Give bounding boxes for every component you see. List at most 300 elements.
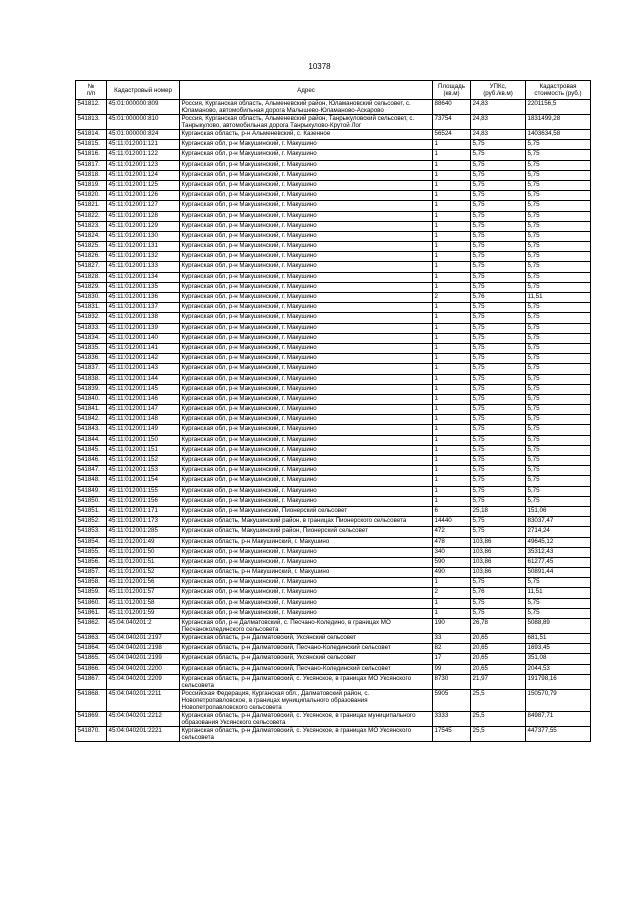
cell-area: 1 <box>433 303 471 313</box>
table-row <box>76 654 591 664</box>
cell-cost: 11,51 <box>526 588 591 598</box>
cell-cadastral-number: 45:11:012001:51 <box>107 557 180 567</box>
cell-area: 1 <box>433 405 471 415</box>
cell-cadastral-number: 45:04:040201:2212 <box>107 711 180 726</box>
cell-cadastral-number: 45:11:012001:155 <box>107 486 180 496</box>
table-row <box>76 405 591 415</box>
table-row <box>76 578 591 588</box>
cell-cadastral-number: 45:11:012001:143 <box>107 364 180 374</box>
cell-area: 1 <box>433 394 471 404</box>
cell-cadastral-number: 45:04:040201:2211 <box>107 689 180 711</box>
cell-cadastral-number: 45:04:040201:2221 <box>107 726 180 741</box>
cell-area: 1 <box>433 201 471 211</box>
table-header <box>76 81 591 100</box>
cell-num: 541855. <box>76 547 107 557</box>
cell-address: Курганская обл, р-н Макушинский, г. Макушино <box>180 547 433 557</box>
cell-area: 88640 <box>433 100 471 115</box>
cell-address: Курганская обл, р-н Макушинский, г. Макушино <box>180 608 433 618</box>
table-row <box>76 262 591 272</box>
cell-address: Курганская область, р-н Альменевский, с. Казенное <box>180 130 433 140</box>
cell-cost: 5,75 <box>526 445 591 455</box>
cell-upks: 5,75 <box>471 333 526 343</box>
cell-num: 541814. <box>76 130 107 140</box>
cell-area: 1 <box>433 343 471 353</box>
cell-upks: 5,75 <box>471 374 526 384</box>
cell-num: 541869. <box>76 711 107 726</box>
cell-upks: 5,75 <box>471 384 526 394</box>
cell-upks: 20,65 <box>471 664 526 674</box>
cell-upks: 5,75 <box>471 496 526 506</box>
cell-upks: 5,75 <box>471 282 526 292</box>
cell-num: 541843. <box>76 425 107 435</box>
cell-num: 541848. <box>76 476 107 486</box>
cell-cadastral-number: 45:11:012001:130 <box>107 231 180 241</box>
cell-upks: 5,75 <box>471 578 526 588</box>
cell-num: 541861. <box>76 608 107 618</box>
table-row <box>76 689 591 711</box>
cell-area: 1 <box>433 354 471 364</box>
cell-num: 541844. <box>76 435 107 445</box>
cell-num: 541841. <box>76 405 107 415</box>
cell-cadastral-number: 45:11:012001:142 <box>107 354 180 364</box>
cell-upks: 5,75 <box>471 262 526 272</box>
cell-cadastral-number: 45:11:012001:149 <box>107 425 180 435</box>
cell-cadastral-number: 45:11:012001:122 <box>107 150 180 160</box>
cell-num: 541825. <box>76 242 107 252</box>
cell-cost: 5,75 <box>526 456 591 466</box>
cell-address: Курганская обл, р-н Макушинский, г. Макушино <box>180 272 433 282</box>
cell-area: 590 <box>433 557 471 567</box>
table-row <box>76 726 591 741</box>
table-row <box>76 664 591 674</box>
cell-cost: 5,75 <box>526 313 591 323</box>
cell-upks: 5,76 <box>471 588 526 598</box>
cell-address: Курганская обл, р-н Макушинский, г. Макушино <box>180 588 433 598</box>
cell-num: 541864. <box>76 644 107 654</box>
cell-num: 541836. <box>76 354 107 364</box>
table-row <box>76 231 591 241</box>
cell-upks: 5,75 <box>471 405 526 415</box>
cell-cadastral-number: 45:11:012001:138 <box>107 313 180 323</box>
table-row <box>76 384 591 394</box>
table-row <box>76 313 591 323</box>
cell-num: 541845. <box>76 445 107 455</box>
cell-area: 3333 <box>433 711 471 726</box>
cell-num: 541828. <box>76 272 107 282</box>
cell-num: 541862. <box>76 619 107 634</box>
cell-num: 541854. <box>76 537 107 547</box>
cell-num: 541856. <box>76 557 107 567</box>
cell-num: 541835. <box>76 343 107 353</box>
table-row <box>76 374 591 384</box>
cell-num: 541840. <box>76 394 107 404</box>
cell-num: 541837. <box>76 364 107 374</box>
table-row <box>76 333 591 343</box>
cell-cadastral-number: 45:04:040201:2209 <box>107 674 180 689</box>
cell-num: 541817. <box>76 160 107 170</box>
cell-num: 541826. <box>76 252 107 262</box>
cell-cost: 5,75 <box>526 608 591 618</box>
cell-upks: 5,75 <box>471 486 526 496</box>
cell-address: Курганская обл, р-н Макушинский, г. Макушино <box>180 180 433 190</box>
cell-area: 1 <box>433 578 471 588</box>
cell-address: Курганская обл, р-н Макушинский, Пионерский сельсовет <box>180 506 433 516</box>
table-row <box>76 252 591 262</box>
cell-address: Курганская обл, р-н Макушинский, г. Макушино <box>180 405 433 415</box>
cell-upks: 5,75 <box>471 527 526 537</box>
cell-upks: 5,75 <box>471 364 526 374</box>
cell-cost: 5,75 <box>526 578 591 588</box>
table-row <box>76 100 591 115</box>
table-row <box>76 394 591 404</box>
cell-num: 541824. <box>76 231 107 241</box>
cell-cost: 5,75 <box>526 476 591 486</box>
cell-address: Курганская обл, р-н Макушинский, г. Макушино <box>180 313 433 323</box>
header-num: № п/п <box>76 81 107 100</box>
table-row <box>76 201 591 211</box>
cell-address: Курганская область, р-н Далматовский, с. Уксянское, в границах муниципального образования Уксянского сельсовета <box>180 711 433 726</box>
cell-num: 541863. <box>76 634 107 644</box>
cell-cost: 5088,89 <box>526 619 591 634</box>
cell-upks: 5,75 <box>471 456 526 466</box>
cell-cadastral-number: 45:11:012001:126 <box>107 191 180 201</box>
cell-upks: 5,75 <box>471 231 526 241</box>
page-number: 10378 <box>308 62 331 71</box>
cell-cadastral-number: 45:11:012001:132 <box>107 252 180 262</box>
cell-area: 6 <box>433 506 471 516</box>
table-row <box>76 466 591 476</box>
cell-area: 1 <box>433 211 471 221</box>
cell-address: Курганская обл, р-н Макушинский, г. Макушино <box>180 374 433 384</box>
cell-area: 1 <box>433 242 471 252</box>
cell-address: Курганская область, р-н Далматовский, Уксянский сельсовет <box>180 654 433 664</box>
cell-cost: 5,75 <box>526 282 591 292</box>
cell-upks: 5,75 <box>471 394 526 404</box>
cell-cadastral-number: 45:11:012001:121 <box>107 140 180 150</box>
table-row <box>76 293 591 303</box>
cell-upks: 5,75 <box>471 242 526 252</box>
cell-address: Курганская обл, р-н Макушинский, г. Макушино <box>180 191 433 201</box>
table-body <box>76 100 591 742</box>
table-row <box>76 506 591 516</box>
cell-area: 1 <box>433 425 471 435</box>
cell-address: Курганская обл, р-н Макушинский, г. Макушино <box>180 150 433 160</box>
cell-area: 1 <box>433 435 471 445</box>
cell-upks: 21,97 <box>471 674 526 689</box>
table-row <box>76 415 591 425</box>
cell-cost: 351,08 <box>526 654 591 664</box>
cell-upks: 5,75 <box>471 140 526 150</box>
cell-address: Курганская область, р-н Далматовский, с. Уксянское, в границах МО Уксянского сельсовета <box>180 674 433 689</box>
cell-num: 541815. <box>76 140 107 150</box>
cell-cost: 5,75 <box>526 150 591 160</box>
header-cadastral-number: Кадастровый номер <box>107 81 180 100</box>
cell-upks: 24,83 <box>471 115 526 130</box>
cell-cadastral-number: 45:11:012001:123 <box>107 160 180 170</box>
cell-address: Курганская обл, р-н Макушинский, г. Макушино <box>180 445 433 455</box>
cell-cadastral-number: 45:11:012001:131 <box>107 242 180 252</box>
cell-cadastral-number: 45:11:012001:285 <box>107 527 180 537</box>
cell-upks: 5,75 <box>471 272 526 282</box>
table-row <box>76 588 591 598</box>
cell-address: Курганская обл, р-н Макушинский, г. Макушино <box>180 252 433 262</box>
cell-upks: 5,75 <box>471 323 526 333</box>
cell-cadastral-number: 45:11:012001:59 <box>107 608 180 618</box>
cell-upks: 5,75 <box>471 211 526 221</box>
cell-cost: 5,75 <box>526 191 591 201</box>
cell-upks: 5,75 <box>471 303 526 313</box>
header-cost: Кадастровая стоимость (руб.) <box>526 81 591 100</box>
table-row <box>76 476 591 486</box>
cell-area: 490 <box>433 568 471 578</box>
cell-cadastral-number: 45:11:012001:128 <box>107 211 180 221</box>
cell-area: 340 <box>433 547 471 557</box>
table-row <box>76 170 591 180</box>
cell-address: Курганская обл, р-н Макушинский, г. Макушино <box>180 456 433 466</box>
cell-upks: 25,18 <box>471 506 526 516</box>
cell-address: Российская Федерация, Курганская обл., Далматовский район, с. Новопетропавловское, в границах муниципального образования Новопетропавловского сельсовета <box>180 689 433 711</box>
cell-area: 1 <box>433 272 471 282</box>
cell-area: 1 <box>433 364 471 374</box>
cell-area: 1 <box>433 191 471 201</box>
cell-cost: 2201156,5 <box>526 100 591 115</box>
cell-area: 1 <box>433 323 471 333</box>
cell-cost: 5,75 <box>526 272 591 282</box>
cell-cost: 1403634,58 <box>526 130 591 140</box>
cell-upks: 5,75 <box>471 160 526 170</box>
cell-num: 541859. <box>76 588 107 598</box>
cell-upks: 5,75 <box>471 435 526 445</box>
cell-area: 1 <box>433 374 471 384</box>
cell-upks: 5,75 <box>471 191 526 201</box>
cell-num: 541870. <box>76 726 107 741</box>
cell-cadastral-number: 45:04:040201:2199 <box>107 654 180 664</box>
cell-cost: 2714,24 <box>526 527 591 537</box>
cell-area: 5905 <box>433 689 471 711</box>
table-row <box>76 323 591 333</box>
cell-cost: 5,75 <box>526 354 591 364</box>
cell-upks: 24,83 <box>471 100 526 115</box>
cell-area: 82 <box>433 644 471 654</box>
cell-num: 541821. <box>76 201 107 211</box>
cell-address: Курганская обл, р-н Макушинский, г. Макушино <box>180 242 433 252</box>
cell-cost: 150570,79 <box>526 689 591 711</box>
cell-cadastral-number: 45:11:012001:135 <box>107 282 180 292</box>
cell-num: 541816. <box>76 150 107 160</box>
cell-upks: 20,65 <box>471 654 526 664</box>
cell-address: Курганская область, р-н Далматовский, Песчано-Колединский сельсовет <box>180 664 433 674</box>
cell-cadastral-number: 45:11:012001:127 <box>107 201 180 211</box>
cell-address: Курганская обл, р-н Макушинский, г. Макушино <box>180 160 433 170</box>
cell-num: 541867. <box>76 674 107 689</box>
cell-area: 1 <box>433 384 471 394</box>
cell-cadastral-number: 45:11:012001:156 <box>107 496 180 506</box>
header-upks: УПКс, (руб./кв.м) <box>471 81 526 100</box>
cell-address: Курганская область, р-н Макушинский, г. Макушино <box>180 537 433 547</box>
table-row <box>76 517 591 527</box>
cell-upks: 5,75 <box>471 180 526 190</box>
cell-cadastral-number: 45:11:012001:173 <box>107 517 180 527</box>
cell-cost: 5,75 <box>526 394 591 404</box>
cell-address: Курганская обл, р-н Макушинский, г. Макушино <box>180 496 433 506</box>
cell-address: Курганская обл, р-н Макушинский, г. Макушино <box>180 384 433 394</box>
cell-cadastral-number: 45:01:000000:824 <box>107 130 180 140</box>
table-row <box>76 425 591 435</box>
cell-cost: 11,51 <box>526 293 591 303</box>
cell-upks: 25,5 <box>471 689 526 711</box>
cell-cost: 5,75 <box>526 323 591 333</box>
cell-cost: 5,75 <box>526 242 591 252</box>
cell-cadastral-number: 45:11:012001:139 <box>107 323 180 333</box>
cell-area: 1 <box>433 231 471 241</box>
cell-address: Курганская область, р-н Далматовский, Уксянский сельсовет <box>180 634 433 644</box>
cell-cost: 5,75 <box>526 466 591 476</box>
cell-cost: 5,75 <box>526 364 591 374</box>
cell-area: 472 <box>433 527 471 537</box>
cell-address: Курганская обл, р-н Макушинский, г. Макушино <box>180 231 433 241</box>
table-row <box>76 527 591 537</box>
cell-cost: 1831499,28 <box>526 115 591 130</box>
cell-cost: 5,75 <box>526 374 591 384</box>
cell-cadastral-number: 45:11:012001:150 <box>107 435 180 445</box>
cell-area: 73754 <box>433 115 471 130</box>
cell-cadastral-number: 45:11:012001:57 <box>107 588 180 598</box>
cell-cadastral-number: 45:11:012001:136 <box>107 293 180 303</box>
cell-area: 190 <box>433 619 471 634</box>
cell-cost: 5,75 <box>526 405 591 415</box>
cell-cost: 2044,53 <box>526 664 591 674</box>
cell-upks: 20,65 <box>471 634 526 644</box>
table-row <box>76 598 591 608</box>
cell-num: 541866. <box>76 664 107 674</box>
cell-area: 14440 <box>433 517 471 527</box>
cell-cadastral-number: 45:11:012001:146 <box>107 394 180 404</box>
cell-area: 1 <box>433 598 471 608</box>
cell-cadastral-number: 45:11:012001:140 <box>107 333 180 343</box>
cell-cost: 5,75 <box>526 425 591 435</box>
cell-area: 1 <box>433 180 471 190</box>
cell-cadastral-number: 45:04:040201:2 <box>107 619 180 634</box>
cell-area: 1 <box>433 150 471 160</box>
table-row <box>76 445 591 455</box>
cell-cost: 5,75 <box>526 486 591 496</box>
cell-cadastral-number: 45:11:012001:154 <box>107 476 180 486</box>
cell-cadastral-number: 45:04:040201:2197 <box>107 634 180 644</box>
cell-address: Курганская обл, р-н Макушинский, г. Макушино <box>180 578 433 588</box>
table-row <box>76 557 591 567</box>
cell-address: Курганская обл, р-н Макушинский, г. Макушино <box>180 262 433 272</box>
cell-address: Курганская область, р-н Далматовский, Песчано-Колединский сельсовет <box>180 644 433 654</box>
cell-address: Курганская обл, р-н Далматовский, с. Песчано-Коледино, в границах МО Песчаноколединского сельсовета <box>180 619 433 634</box>
cell-upks: 5,75 <box>471 221 526 231</box>
cell-cost: 191798,16 <box>526 674 591 689</box>
table-row <box>76 130 591 140</box>
cell-upks: 103,86 <box>471 547 526 557</box>
cell-cadastral-number: 45:11:012001:125 <box>107 180 180 190</box>
cell-cost: 5,75 <box>526 496 591 506</box>
cell-cadastral-number: 45:11:012001:58 <box>107 598 180 608</box>
cell-cadastral-number: 45:11:012001:141 <box>107 343 180 353</box>
cell-upks: 5,75 <box>471 201 526 211</box>
cell-num: 541852. <box>76 517 107 527</box>
cell-address: Курганская область, р-н Далматовский, с. Уксянское, в границах МО Уксянского сельсовета <box>180 726 433 741</box>
cell-cost: 447377,55 <box>526 726 591 741</box>
cell-address: Россия, Курганская область, Альменевский район, Юламановский сельсовет, с. Юламаново, автомобильная дорога Малышево-Юламаново-Аскарово <box>180 100 433 115</box>
cell-upks: 5,75 <box>471 466 526 476</box>
cell-cost: 5,75 <box>526 231 591 241</box>
cell-area: 17545 <box>433 726 471 741</box>
cell-cadastral-number: 45:11:012001:145 <box>107 384 180 394</box>
cell-area: 1 <box>433 313 471 323</box>
cell-cost: 5,75 <box>526 140 591 150</box>
cell-cost: 5,75 <box>526 333 591 343</box>
cell-upks: 5,75 <box>471 425 526 435</box>
cell-cost: 35312,43 <box>526 547 591 557</box>
cell-area: 2 <box>433 588 471 598</box>
table-row <box>76 354 591 364</box>
cell-address: Курганская обл, р-н Макушинский, г. Макушино <box>180 323 433 333</box>
cell-num: 541830. <box>76 293 107 303</box>
cell-area: 8730 <box>433 674 471 689</box>
cell-num: 541850. <box>76 496 107 506</box>
cell-num: 541831. <box>76 303 107 313</box>
table-row <box>76 619 591 634</box>
cell-num: 541857. <box>76 568 107 578</box>
cadastral-value-table <box>75 80 591 742</box>
table-row <box>76 456 591 466</box>
cell-num: 541812. <box>76 100 107 115</box>
table-row <box>76 282 591 292</box>
cell-upks: 103,86 <box>471 537 526 547</box>
header-row <box>76 81 591 100</box>
cell-upks: 20,65 <box>471 644 526 654</box>
cell-upks: 25,5 <box>471 711 526 726</box>
cell-upks: 5,75 <box>471 170 526 180</box>
cell-cadastral-number: 45:11:012001:124 <box>107 170 180 180</box>
cell-cost: 83037,47 <box>526 517 591 527</box>
table-row <box>76 150 591 160</box>
cell-cadastral-number: 45:11:012001:152 <box>107 456 180 466</box>
cell-num: 541842. <box>76 415 107 425</box>
cell-cost: 5,75 <box>526 415 591 425</box>
cell-upks: 5,75 <box>471 313 526 323</box>
cell-num: 541823. <box>76 221 107 231</box>
cell-area: 17 <box>433 654 471 664</box>
cell-area: 1 <box>433 486 471 496</box>
cell-address: Курганская обл, р-н Макушинский, г. Макушино <box>180 170 433 180</box>
cell-address: Курганская обл, р-н Макушинский, г. Макушино <box>180 343 433 353</box>
cell-cost: 1693,45 <box>526 644 591 654</box>
cell-cost: 5,75 <box>526 262 591 272</box>
cell-cadastral-number: 45:11:012001:151 <box>107 445 180 455</box>
cell-upks: 5,75 <box>471 608 526 618</box>
cell-cost: 50891,44 <box>526 568 591 578</box>
cell-cost: 5,75 <box>526 252 591 262</box>
cell-address: Курганская обл, р-н Макушинский, г. Макушино <box>180 415 433 425</box>
cell-upks: 5,75 <box>471 150 526 160</box>
table-row <box>76 211 591 221</box>
table-row <box>76 364 591 374</box>
cell-area: 1 <box>433 282 471 292</box>
cell-cost: 5,75 <box>526 384 591 394</box>
cell-cost: 49645,12 <box>526 537 591 547</box>
cell-num: 541860. <box>76 598 107 608</box>
cell-cadastral-number: 45:11:012001:153 <box>107 466 180 476</box>
cell-cost: 5,75 <box>526 170 591 180</box>
cell-num: 541868. <box>76 689 107 711</box>
cell-cadastral-number: 45:04:040201:2200 <box>107 664 180 674</box>
cell-address: Курганская обл, р-н Макушинский, г. Макушино <box>180 293 433 303</box>
